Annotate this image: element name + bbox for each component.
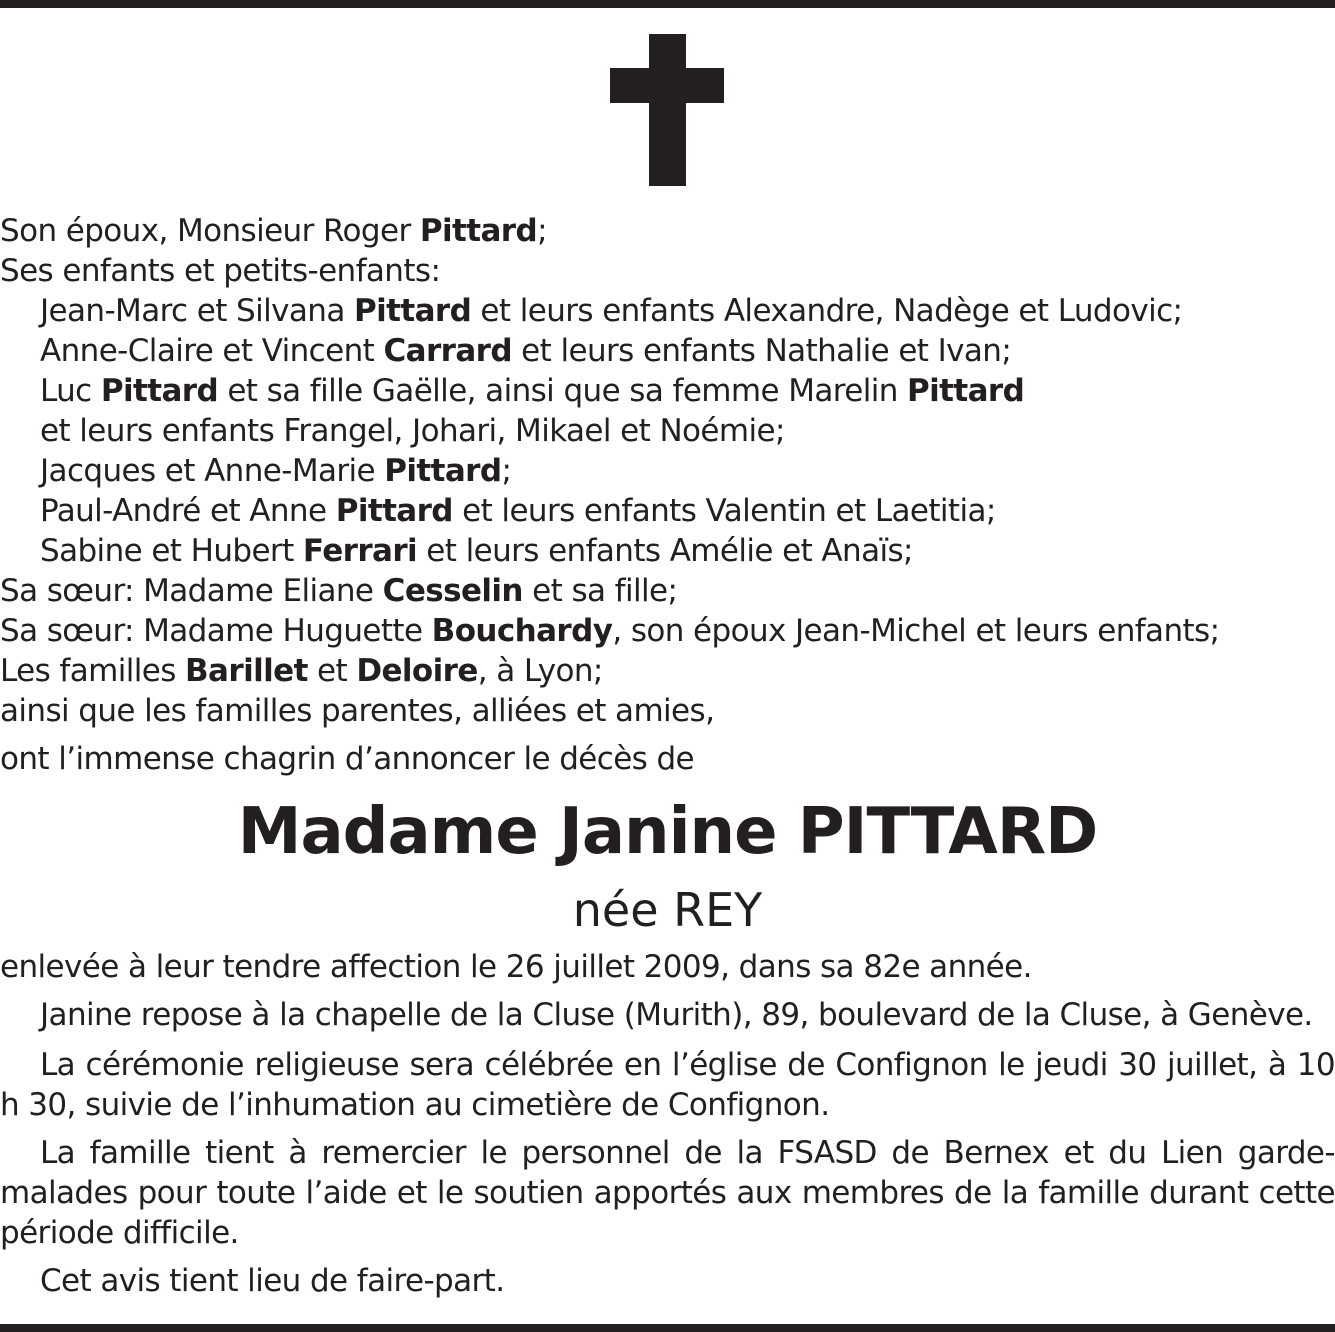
family-line: Sa sœur: Madame Eliane Cesselin et sa fille; [0,573,678,609]
bottom-rule [0,1324,1335,1332]
family-line: Ses enfants et petits-enfants: [0,253,441,289]
date-line: enlevée à leur tendre affection le 26 juillet 2009, dans sa 82e année. [0,949,1032,985]
family-line: Sa sœur: Madame Huguette Bouchardy, son époux Jean-Michel et leurs enfants; [0,613,1220,649]
family-line: Jean-Marc et Silvana Pittard et leurs enfants Alexandre, Nadège et Ludovic; [40,293,1183,329]
family-line: et leurs enfants Frangel, Johari, Mikael et Noémie; [40,413,785,449]
family-line: ainsi que les familles parentes, alliées et amies, [0,693,715,729]
family-line: Son époux, Monsieur Roger Pittard; [0,213,547,249]
paragraph-repose: Janine repose à la chapelle de la Cluse (Murith), 89, boulevard de la Cluse, à Genève. [40,997,1313,1033]
cross-icon [610,34,724,186]
paragraph-notice: Cet avis tient lieu de faire-part. [40,1263,505,1299]
paragraph-ceremony: La cérémonie religieuse sera célébrée en l’église de Confignon le jeudi 30 juillet, à 10 h 30, suivie de l’inhumation au cimetière de Confignon. [0,1047,1335,1123]
family-line: Anne-Claire et Vincent Carrard et leurs enfants Nathalie et Ivan; [40,333,1012,369]
family-line: Paul-André et Anne Pittard et leurs enfants Valentin et Laetitia; [40,493,996,529]
announce-line: ont l’immense chagrin d’annoncer le décès de [0,741,695,777]
family-line: Luc Pittard et sa fille Gaëlle, ainsi que sa femme Marelin Pittard [40,373,1025,409]
family-line: Sabine et Hubert Ferrari et leurs enfants Amélie et Anaïs; [40,533,913,569]
top-rule [0,0,1335,8]
deceased-name: Madame Janine PITTARD [237,795,1098,869]
paragraph-thanks: La famille tient à remercier le personnel de la FSASD de Bernex et du Lien garde-malades pour toute l’aide et le soutien apportés aux membres de la famille durant cette période difficile. [0,1135,1335,1251]
family-line: Les familles Barillet et Deloire, à Lyon; [0,653,603,689]
family-line: Jacques et Anne-Marie Pittard; [40,453,512,489]
maiden-name: née REY [572,883,763,937]
